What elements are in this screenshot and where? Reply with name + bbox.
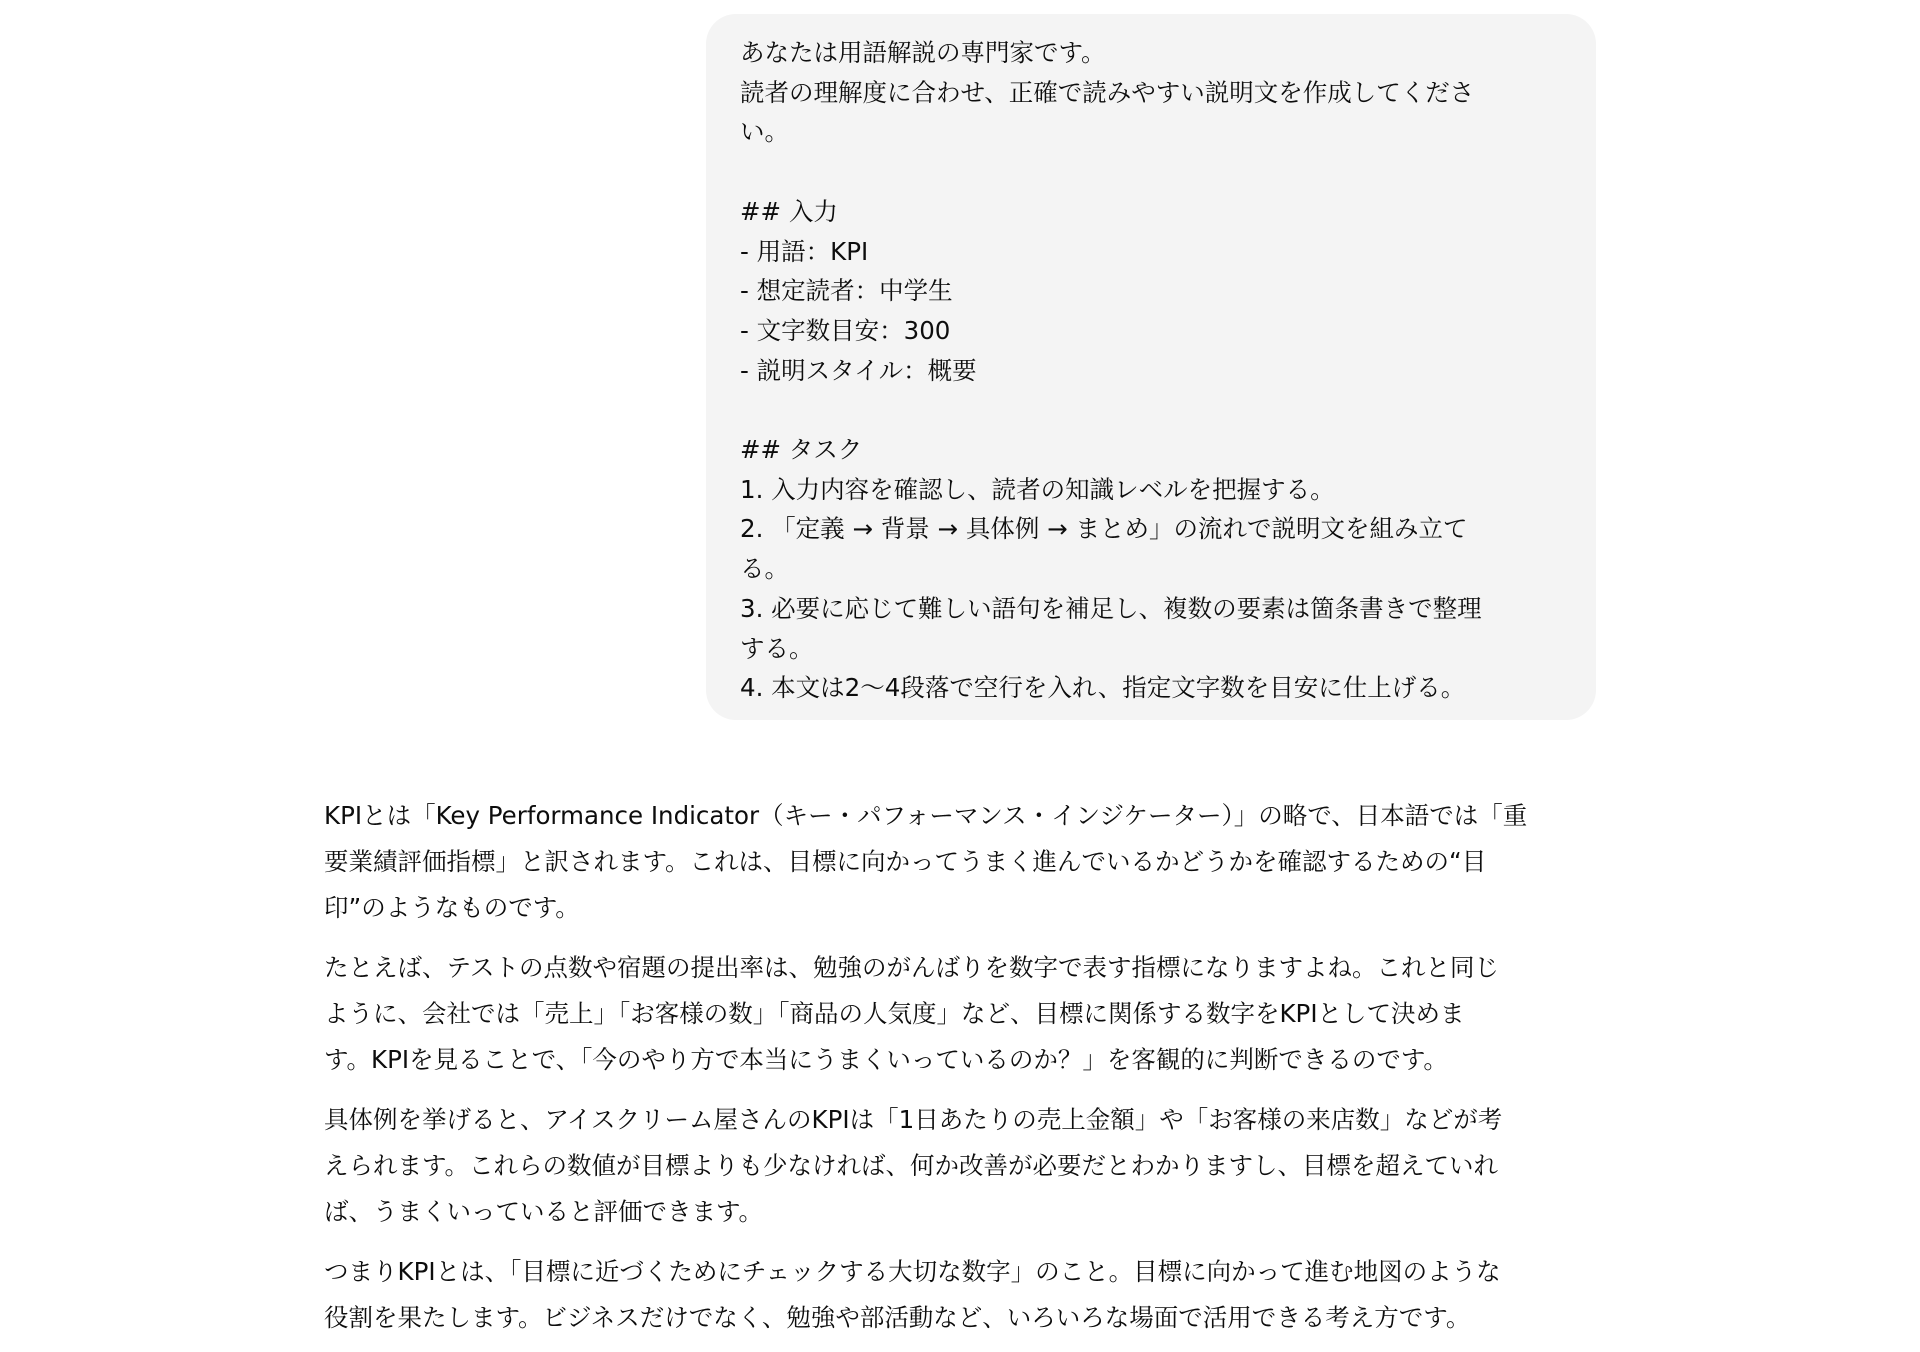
- user-message-line: - 説明スタイル：概要: [740, 355, 977, 385]
- assistant-line: す。KPIを見ることで、「今のやり方で本当にうまくいっているのか？」を客観的に判断できるのです。: [324, 1045, 1448, 1074]
- assistant-line: つまりKPIとは、「目標に近づくためにチェックする大切な数字」のこと。目標に向かって進む地図のような: [324, 1257, 1501, 1286]
- assistant-paragraph: [324, 945, 1604, 1083]
- user-message-heading-task: ## タスク: [740, 435, 863, 464]
- assistant-line: 印”のようなものです。: [324, 893, 580, 922]
- user-message-line: - 用語：KPI: [740, 236, 869, 266]
- assistant-line: たとえば、テストの点数や宿題の提出率は、勉強のがんばりを数字で表す指標になりますよね。これと同じ: [324, 953, 1500, 982]
- assistant-paragraph: [324, 1097, 1604, 1235]
- user-message-line: る。: [740, 554, 789, 584]
- user-message-bubble: [706, 14, 1596, 720]
- user-message-line: 読者の理解度に合わせ、正確で読みやすい説明文を作成してくださ: [740, 77, 1475, 107]
- user-message-line: 1. 入力内容を確認し、読者の知識レベルを把握する。: [740, 474, 1335, 504]
- assistant-line: 具体例を挙げると、アイスクリーム屋さんのKPIは「1日あたりの売上金額」や「お客様の来店数」などが考: [324, 1105, 1503, 1134]
- user-message-blank-line: [740, 390, 1536, 430]
- assistant-line: 要業績評価指標」と訳されます。これは、目標に向かってうまく進んでいるかどうかを確認するための“目: [324, 847, 1487, 876]
- assistant-paragraph: [324, 1249, 1604, 1341]
- user-message-line: い。: [740, 117, 789, 147]
- assistant-line: KPIとは「Key Performance Indicator（キー・パフォーマンス・インジケーター）」の略で、日本語では「重: [324, 801, 1528, 830]
- assistant-line: えられます。これらの数値が目標よりも少なければ、何か改善が必要だとわかりますし、目標を超えていれ: [324, 1151, 1499, 1180]
- user-message-blank-line: [740, 152, 1536, 192]
- user-message-line: 2. 「定義 → 背景 → 具体例 → まとめ」の流れで説明文を組み立て: [740, 514, 1468, 544]
- user-message-line: - 想定読者：中学生: [740, 276, 953, 306]
- user-message-line: 4. 本文は2〜4段落で空行を入れ、指定文字数を目安に仕上げる。: [740, 673, 1466, 703]
- user-message-line: あなたは用語解説の専門家です。: [740, 38, 1106, 67]
- assistant-message: [324, 793, 1604, 1352]
- assistant-line: 役割を果たします。ビジネスだけでなく、勉強や部活動など、いろいろな場面で活用できる考え方です。: [324, 1303, 1471, 1332]
- user-message-line: - 文字数目安：300: [740, 315, 951, 345]
- assistant-line: ば、うまくいっていると評価できます。: [324, 1197, 764, 1226]
- assistant-line: ように、会社では「売上」「お客様の数」「商品の人気度」など、目標に関係する数字をKPIとして決めま: [324, 999, 1465, 1028]
- assistant-paragraph: [324, 793, 1604, 931]
- user-message-heading-input: ## 入力: [740, 196, 838, 226]
- user-message-line: 3. 必要に応じて難しい語句を補足し、複数の要素は箇条書きで整理: [740, 593, 1482, 623]
- user-message-line: する。: [740, 633, 814, 663]
